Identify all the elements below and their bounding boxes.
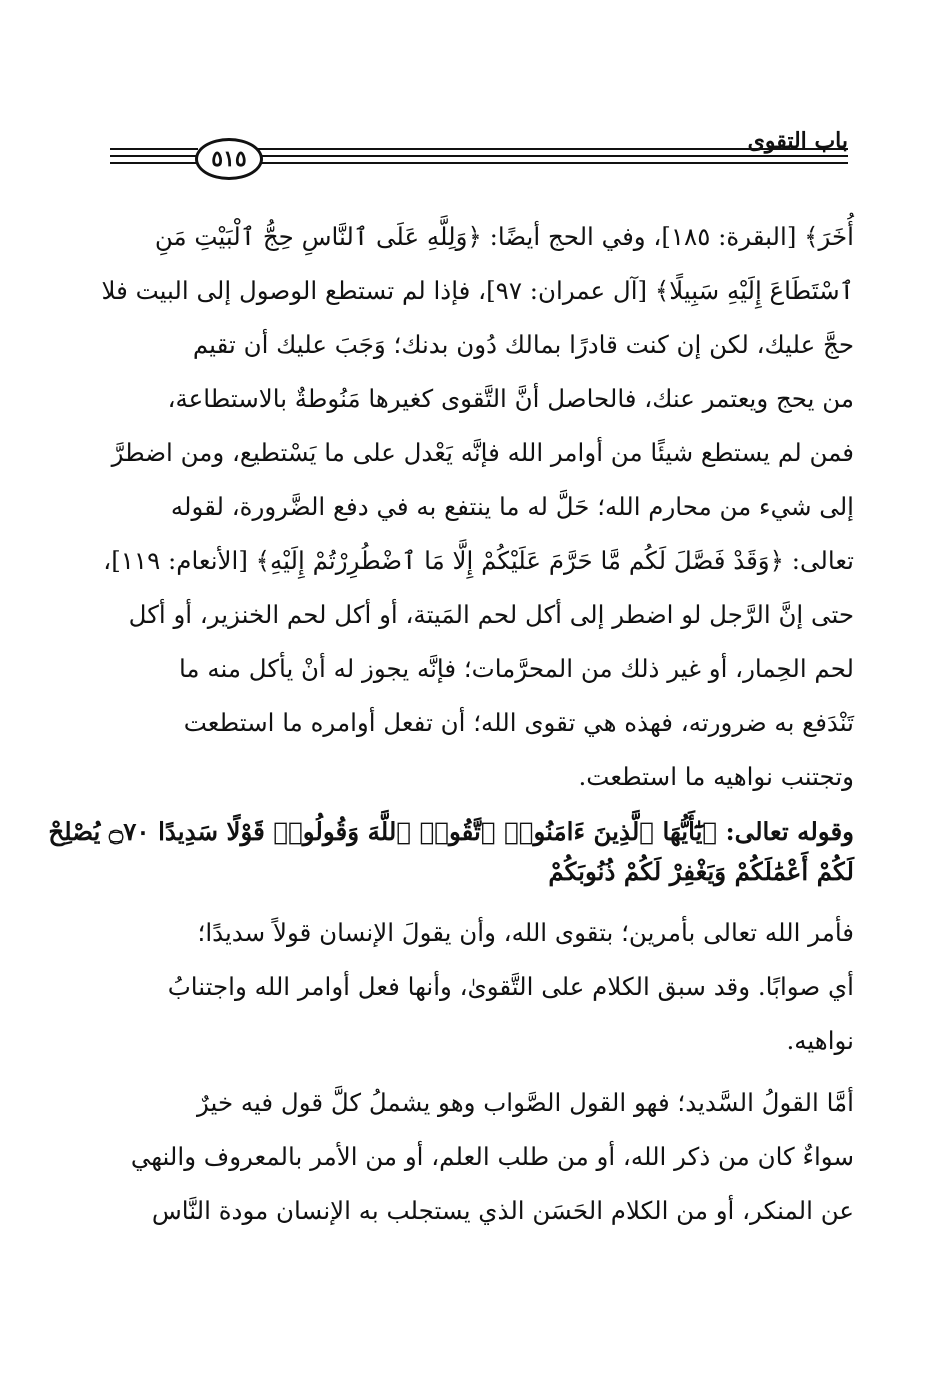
text-line: لحم الحِمار، أو غير ذلك من المحرَّمات؛ فإنَّه يجوز له أنْ يأكل منه ما <box>178 654 854 683</box>
text-line: أمَّا القولُ السَّديد؛ فهو القول الصَّواب وهو يشملُ كلَّ قول فيه خيرٌ <box>197 1088 854 1117</box>
text-line: أي صوابًا. وقد سبق الكلام على التَّقوىٰ، وأنها فعل أوامر الله واجتنابُ <box>167 972 854 1001</box>
text-line: أُخَرَ﴾ [البقرة: ١٨٥]، وفي الحج أيضًا: ﴿وَلِلَّهِ عَلَى ٱلنَّاسِ حِجُّ ٱلْبَيْتِ مَنِ <box>154 222 854 251</box>
header-rule <box>110 162 198 164</box>
text-line: فأمر الله تعالى بأمرين؛ بتقوى الله، وأن يقولَ الإنسان قولاً سديدًا؛ <box>197 918 854 947</box>
text-line: عن المنكر، أو من الكلام الحَسَن الذي يستجلب به الإنسان مودة النَّاس <box>151 1196 854 1225</box>
body-text <box>48 210 854 1238</box>
text-line: حجَّ عليك، لكن إن كنت قادرًا بمالك دُون بدنك؛ وَجَبَ عليك أن تقيم <box>192 330 854 359</box>
text-line: من يحج ويعتمر عنك، فالحاصل أنَّ التَّقوى كغيرها مَنُوطةٌ بالاستطاعة، <box>167 384 854 413</box>
text-line: حتى إنَّ الرَّجل لو اضطر إلى أكل لحم المَيتة، أو أكل لحم الخنزير، أو أكل <box>128 600 854 629</box>
page-number: ٥١٥ <box>195 138 263 180</box>
text-line: تعالى: ﴿وَقَدْ فَصَّلَ لَكُم مَّا حَرَّمَ عَلَيْكُمْ إِلَّا مَا ٱضْطُرِرْتُمْ إِلَيْهِ﴾ [الأنعام: ١١٩]، <box>103 546 854 575</box>
running-title: باب التقوى <box>747 128 848 154</box>
text-line: إلى شيء من محارم الله؛ حَلَّ له ما ينتفع به في دفع الضَّرورة، لقوله <box>170 492 854 521</box>
text-line: ٱسْتَطَاعَ إِلَيْهِ سَبِيلًا﴾ [آل عمران: ٩٧]، فإذا لم تستطع الوصول إلى البيت فلا <box>101 276 854 305</box>
text-line: فمن لم يستطع شيئًا من أوامر الله فإنَّه يَعْدل على ما يَسْتطيع، ومن اضطرَّ <box>111 438 854 467</box>
text-line: سواءٌ كان من ذكر الله، أو من طلب العلم، أو من الأمر بالمعروف والنهي <box>130 1142 854 1171</box>
header-rule <box>110 148 198 150</box>
text-line: نواهيه. <box>786 1026 854 1055</box>
header-rule <box>256 162 848 164</box>
header-rule <box>110 155 198 157</box>
verse-line: لَكُمْ أَعْمَٰلَكُمْ وَيَغْفِرْ لَكُمْ ذُنُوبَكُمْ <box>548 857 854 886</box>
verse-line: وقوله تعالى: ﴿يَٰٓأَيُّهَا ٱلَّذِينَ ءَامَنُوا۟ ٱتَّقُوا۟ ٱللَّهَ وَقُولُوا۟ قَوْلًا سَدِيدًا ۝٧٠ يُصْلِحْ <box>48 817 854 846</box>
text-line: تَنْدَفع به ضرورته، فهذه هي تقوى الله؛ أن تفعل أوامره ما استطعت <box>183 708 854 737</box>
text-line: وتجتنب نواهيه ما استطعت. <box>578 762 854 791</box>
header-rule <box>256 155 848 157</box>
header-rule <box>256 148 848 150</box>
